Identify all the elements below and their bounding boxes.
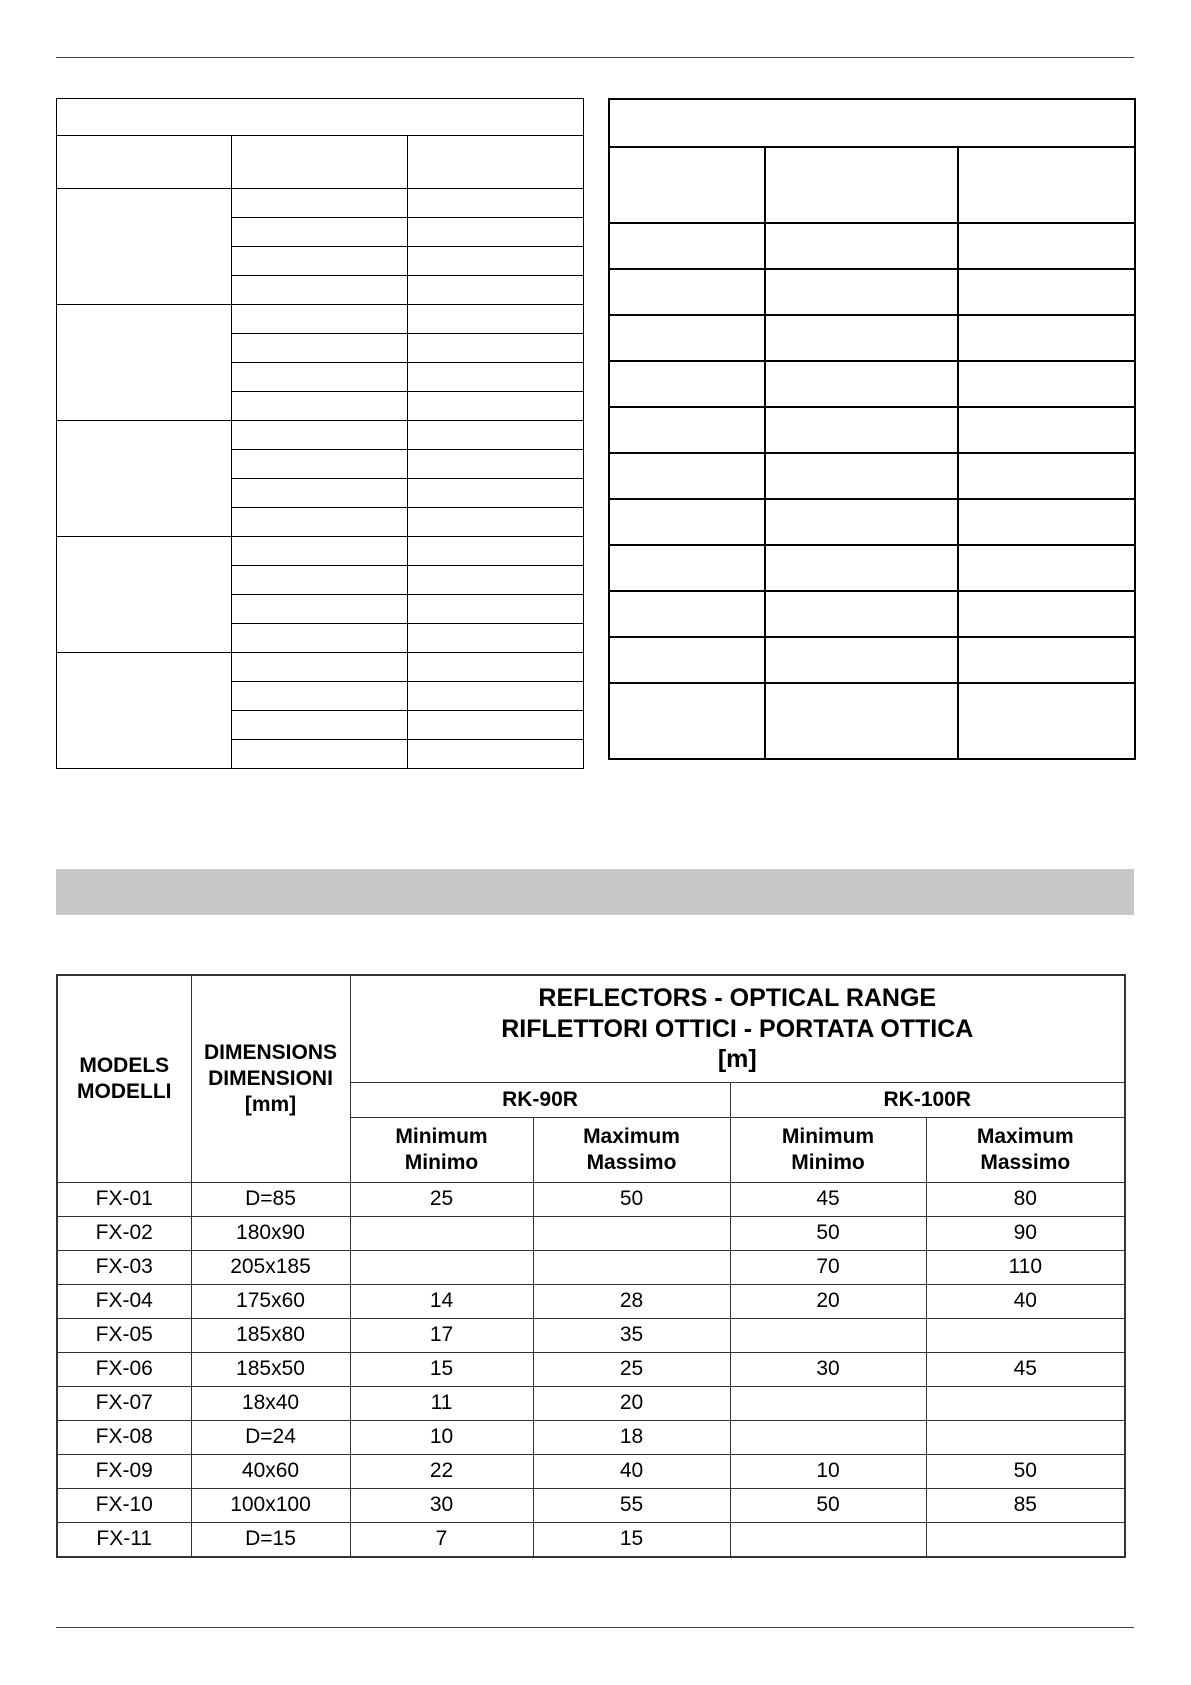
rk90-max-cell: 25 (533, 1353, 730, 1387)
table-cell (609, 315, 765, 361)
header-dimensions: DIMENSIONS DIMENSIONI [mm] (191, 975, 350, 1183)
header-rk-100r: RK-100R (730, 1083, 1125, 1118)
rk100-max-cell: 85 (926, 1489, 1125, 1523)
rk100-min-cell (730, 1421, 926, 1455)
dimension-cell: D=15 (191, 1523, 350, 1558)
rk90-max-cell: 50 (533, 1183, 730, 1217)
table-cell (232, 537, 408, 566)
table-cell (408, 682, 584, 711)
header-cell (232, 136, 408, 189)
rk90-min-cell: 10 (350, 1421, 533, 1455)
table-cell (408, 508, 584, 537)
rk90-max-cell: 28 (533, 1285, 730, 1319)
table-cell (232, 508, 408, 537)
dimension-cell: 175x60 (191, 1285, 350, 1319)
dimension-cell: D=24 (191, 1421, 350, 1455)
table-cell (958, 269, 1135, 315)
header-rk100-maximum: Maximum Massimo (926, 1118, 1125, 1183)
rk100-max-cell: 80 (926, 1183, 1125, 1217)
table-cell (232, 711, 408, 740)
table-cell (232, 682, 408, 711)
dimension-cell: 18x40 (191, 1387, 350, 1421)
table-row (57, 1387, 1125, 1421)
blank-grid-table-right (608, 98, 1136, 760)
table-cell (958, 453, 1135, 499)
table-cell (609, 269, 765, 315)
table-cell (609, 683, 765, 759)
table-cell (958, 361, 1135, 407)
table-row (57, 1421, 1125, 1455)
table-cell (408, 479, 584, 508)
table-cell (765, 407, 958, 453)
header-cell (958, 147, 1135, 223)
dimension-cell: 180x90 (191, 1217, 350, 1251)
table-cell (958, 591, 1135, 637)
rk90-max-cell: 20 (533, 1387, 730, 1421)
top-rule (56, 57, 1134, 58)
table-cell (408, 334, 584, 363)
rk90-min-cell: 14 (350, 1285, 533, 1319)
rk100-max-cell: 90 (926, 1217, 1125, 1251)
table-cell (232, 305, 408, 334)
rk90-max-cell: 15 (533, 1523, 730, 1558)
model-cell: FX-09 (57, 1455, 191, 1489)
table-cell (609, 223, 765, 269)
rk100-max-cell: 40 (926, 1285, 1125, 1319)
rk100-max-cell (926, 1387, 1125, 1421)
rk100-min-cell: 10 (730, 1455, 926, 1489)
rk90-min-cell: 25 (350, 1183, 533, 1217)
table-row (57, 1455, 1125, 1489)
table-cell (958, 315, 1135, 361)
table-row (57, 1523, 1125, 1558)
table-cell (609, 499, 765, 545)
table-cell (609, 453, 765, 499)
rk100-max-cell: 110 (926, 1251, 1125, 1285)
table-cell (958, 637, 1135, 683)
header-optical-range-title: REFLECTORS - OPTICAL RANGE RIFLETTORI OTTICI - PORTATA OTTICA [m] (350, 975, 1125, 1083)
header-rk90-minimum: Minimum Minimo (350, 1118, 533, 1183)
model-cell: FX-11 (57, 1523, 191, 1558)
dimension-cell: 185x50 (191, 1353, 350, 1387)
table-cell (765, 361, 958, 407)
dimension-cell: 185x80 (191, 1319, 350, 1353)
rk100-min-cell: 45 (730, 1183, 926, 1217)
rk90-min-cell: 22 (350, 1455, 533, 1489)
table-cell (958, 499, 1135, 545)
table-cell (609, 591, 765, 637)
header-cell (408, 136, 584, 189)
rk100-max-cell: 50 (926, 1455, 1125, 1489)
rk100-min-cell (730, 1523, 926, 1558)
model-cell: FX-05 (57, 1319, 191, 1353)
table-cell (408, 392, 584, 421)
table-cell (232, 276, 408, 305)
table-row (57, 1489, 1125, 1523)
model-cell: FX-07 (57, 1387, 191, 1421)
model-cell: FX-08 (57, 1421, 191, 1455)
table-cell (765, 591, 958, 637)
rk90-min-cell: 30 (350, 1489, 533, 1523)
rk100-max-cell (926, 1523, 1125, 1558)
model-cell: FX-03 (57, 1251, 191, 1285)
table-row (57, 1251, 1125, 1285)
rk90-min-cell: 7 (350, 1523, 533, 1558)
table-cell (408, 421, 584, 450)
table-row (57, 1217, 1125, 1251)
table-cell (958, 545, 1135, 591)
table-cell (958, 407, 1135, 453)
table-cell (609, 361, 765, 407)
table-cell (232, 479, 408, 508)
rk100-min-cell (730, 1387, 926, 1421)
model-cell: FX-10 (57, 1489, 191, 1523)
header-cell (765, 147, 958, 223)
header-rk-90r: RK-90R (350, 1083, 730, 1118)
table-cell (408, 566, 584, 595)
table-cell (765, 545, 958, 591)
rk90-max-cell: 55 (533, 1489, 730, 1523)
rk100-min-cell: 20 (730, 1285, 926, 1319)
bottom-rule (56, 1627, 1134, 1628)
table-cell (232, 595, 408, 624)
table-cell (232, 218, 408, 247)
model-cell: FX-04 (57, 1285, 191, 1319)
table-cell (232, 392, 408, 421)
table-cell (408, 537, 584, 566)
table-cell (232, 247, 408, 276)
model-cell: FX-06 (57, 1353, 191, 1387)
reflectors-optical-range-table (56, 974, 1126, 1558)
rk90-min-cell: 11 (350, 1387, 533, 1421)
table-cell (408, 624, 584, 653)
table-cell (765, 269, 958, 315)
rk90-min-cell (350, 1251, 533, 1285)
table-cell (232, 421, 408, 450)
rk100-max-cell (926, 1319, 1125, 1353)
rk90-min-cell: 15 (350, 1353, 533, 1387)
table-cell (408, 595, 584, 624)
rk90-max-cell: 35 (533, 1319, 730, 1353)
rk100-max-cell: 45 (926, 1353, 1125, 1387)
table-cell (765, 683, 958, 759)
table-cell (609, 407, 765, 453)
header-models: MODELS MODELLI (57, 975, 191, 1183)
group-cell (57, 653, 232, 769)
dimension-cell: 40x60 (191, 1455, 350, 1489)
rk100-min-cell: 50 (730, 1489, 926, 1523)
rk90-max-cell: 40 (533, 1455, 730, 1489)
table-cell (232, 653, 408, 682)
rk100-min-cell: 50 (730, 1217, 926, 1251)
table-cell (232, 334, 408, 363)
table-cell (232, 450, 408, 479)
table-cell (408, 218, 584, 247)
table-cell (232, 363, 408, 392)
dimension-cell: 100x100 (191, 1489, 350, 1523)
table-cell (232, 740, 408, 769)
group-cell (57, 537, 232, 653)
group-cell (57, 189, 232, 305)
rk100-min-cell (730, 1319, 926, 1353)
table-row (57, 1285, 1125, 1319)
table-cell (408, 247, 584, 276)
table-cell (765, 223, 958, 269)
table-cell (408, 711, 584, 740)
group-cell (57, 305, 232, 421)
header-cell (57, 136, 232, 189)
table-title-cell (57, 99, 584, 136)
rk90-min-cell (350, 1217, 533, 1251)
table-cell (408, 740, 584, 769)
table-row (57, 1183, 1125, 1217)
table-cell (958, 683, 1135, 759)
table-cell (408, 305, 584, 334)
rk90-max-cell (533, 1217, 730, 1251)
rk100-min-cell: 30 (730, 1353, 926, 1387)
table-cell (408, 450, 584, 479)
table-title-cell (609, 99, 1135, 147)
table-cell (958, 223, 1135, 269)
rk90-max-cell: 18 (533, 1421, 730, 1455)
table-row (57, 1319, 1125, 1353)
table-cell (232, 189, 408, 218)
table-cell (408, 189, 584, 218)
model-cell: FX-02 (57, 1217, 191, 1251)
dimension-cell: D=85 (191, 1183, 350, 1217)
group-cell (57, 421, 232, 537)
table-cell (408, 276, 584, 305)
table-cell (232, 624, 408, 653)
header-cell (609, 147, 765, 223)
rk90-max-cell (533, 1251, 730, 1285)
table-cell (609, 637, 765, 683)
table-cell (609, 545, 765, 591)
header-rk100-minimum: Minimum Minimo (730, 1118, 926, 1183)
rk100-min-cell: 70 (730, 1251, 926, 1285)
section-header-band (56, 869, 1134, 915)
table-cell (765, 315, 958, 361)
table-cell (765, 637, 958, 683)
table-cell (408, 363, 584, 392)
table-cell (765, 453, 958, 499)
table-cell (765, 499, 958, 545)
table-row (57, 1353, 1125, 1387)
rk90-min-cell: 17 (350, 1319, 533, 1353)
header-rk90-maximum: Maximum Massimo (533, 1118, 730, 1183)
blank-grid-table-left (56, 98, 584, 769)
table-cell (408, 653, 584, 682)
dimension-cell: 205x185 (191, 1251, 350, 1285)
rk100-max-cell (926, 1421, 1125, 1455)
table-cell (232, 566, 408, 595)
model-cell: FX-01 (57, 1183, 191, 1217)
